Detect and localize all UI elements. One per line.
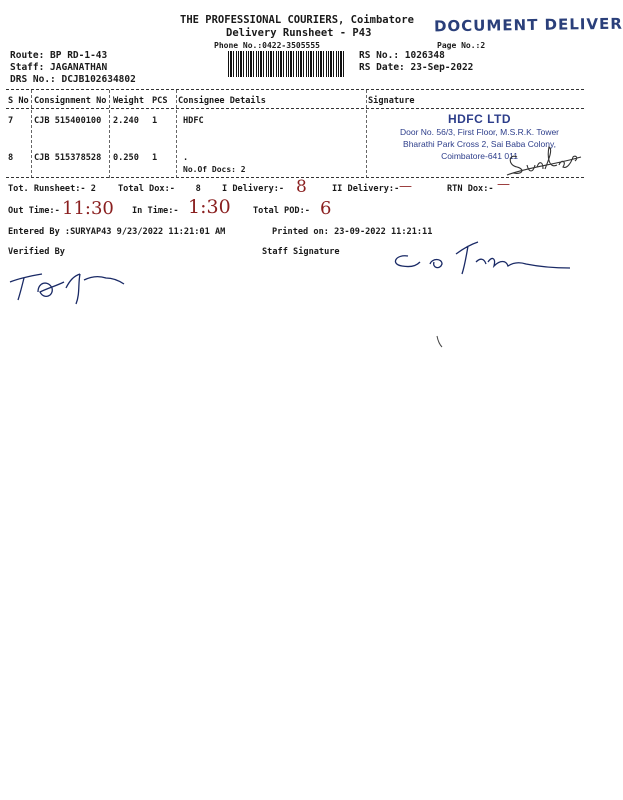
total-runsheet: Tot. Runsheet:- 2 xyxy=(8,184,96,194)
ii-delivery-label: II Delivery:- xyxy=(332,184,400,194)
stray-pen-mark xyxy=(436,335,444,349)
row-sno: 7 xyxy=(8,116,14,126)
stamp-address-line: Bharathi Park Cross 2, Sai Baba Colony, xyxy=(403,139,556,149)
i-delivery-label: I Delivery:- xyxy=(222,184,285,194)
row-pcs: 1 xyxy=(152,153,158,163)
row-pcs: 1 xyxy=(152,116,158,126)
row-consignee: . xyxy=(183,153,189,163)
ii-delivery-value: — xyxy=(399,179,412,194)
table-row xyxy=(0,153,366,177)
in-time-value: 1:30 xyxy=(188,196,231,218)
runsheet-title: Delivery Runsheet - P43 xyxy=(226,27,372,39)
row-weight: 2.240 xyxy=(113,116,139,126)
total-pod-label: Total POD:- xyxy=(253,206,310,216)
row-consignment: CJB 515378528 xyxy=(34,153,102,163)
staff-signature xyxy=(380,238,585,278)
entered-by: Entered By :SURYAP43 9/23/2022 11:21:01 AM xyxy=(8,227,226,237)
stamp-address-line: Door No. 56/3, First Floor, M.S.R.K. Tower xyxy=(399,127,560,137)
rtn-dox-value: — xyxy=(497,177,510,192)
company-name: THE PROFESSIONAL COURIERS, Coimbatore xyxy=(180,14,414,26)
col-header-pcs: PCS xyxy=(152,96,168,106)
table-row xyxy=(0,116,366,130)
col-header-consignment: Consignment No xyxy=(34,96,107,106)
out-time-label: Out Time:- xyxy=(8,206,60,216)
out-time-value: 11:30 xyxy=(62,198,114,219)
verifier-signature xyxy=(8,262,133,307)
row-sno: 8 xyxy=(8,153,14,163)
row-consignment: CJB 515400100 xyxy=(34,116,102,126)
total-pod-value: 6 xyxy=(320,198,332,219)
verified-by-label: Verified By xyxy=(8,247,65,257)
staff-name: Staff: JAGANATHAN xyxy=(10,62,108,73)
drs-number: DRS No.: DCJB102634802 xyxy=(10,74,136,85)
row-weight: 0.250 xyxy=(113,153,139,163)
col-header-consignee: Consignee Details xyxy=(178,96,266,106)
printed-on: Printed on: 23-09-2022 11:21:11 xyxy=(272,227,433,237)
table-top-divider xyxy=(6,89,584,90)
phone-number: Phone No.:0422-3505555 xyxy=(214,41,320,50)
barcode xyxy=(228,51,346,77)
page-number: Page No.:2 xyxy=(437,41,486,50)
row-docs-count: No.Of Docs: 2 xyxy=(183,165,246,174)
stamp-company-name: HDFC LTD xyxy=(447,112,512,126)
rs-date: RS Date: 23-Sep-2022 xyxy=(359,62,474,73)
route: Route: BP RD-1-43 xyxy=(10,50,108,61)
rtn-dox-label: RTN Dox:- xyxy=(447,184,494,194)
receiver-signature xyxy=(505,143,585,178)
i-delivery-value: 8 xyxy=(296,177,307,197)
row-consignee: HDFC xyxy=(183,116,204,126)
in-time-label: In Time:- xyxy=(132,206,179,216)
total-dox: Total Dox:- 8 xyxy=(118,184,201,194)
col-header-signature: Signature xyxy=(368,96,415,106)
column-divider xyxy=(366,90,367,178)
document-delivered-stamp: DOCUMENT DELIVER xyxy=(433,14,623,36)
col-header-sno: S No xyxy=(8,96,29,106)
rs-number: RS No.: 1026348 xyxy=(359,50,445,61)
col-header-weight: Weight xyxy=(113,96,145,106)
staff-signature-label: Staff Signature xyxy=(262,247,340,257)
stamp-address-line: Coimbatore-641 011 xyxy=(441,151,518,161)
table-header-divider xyxy=(6,108,584,109)
